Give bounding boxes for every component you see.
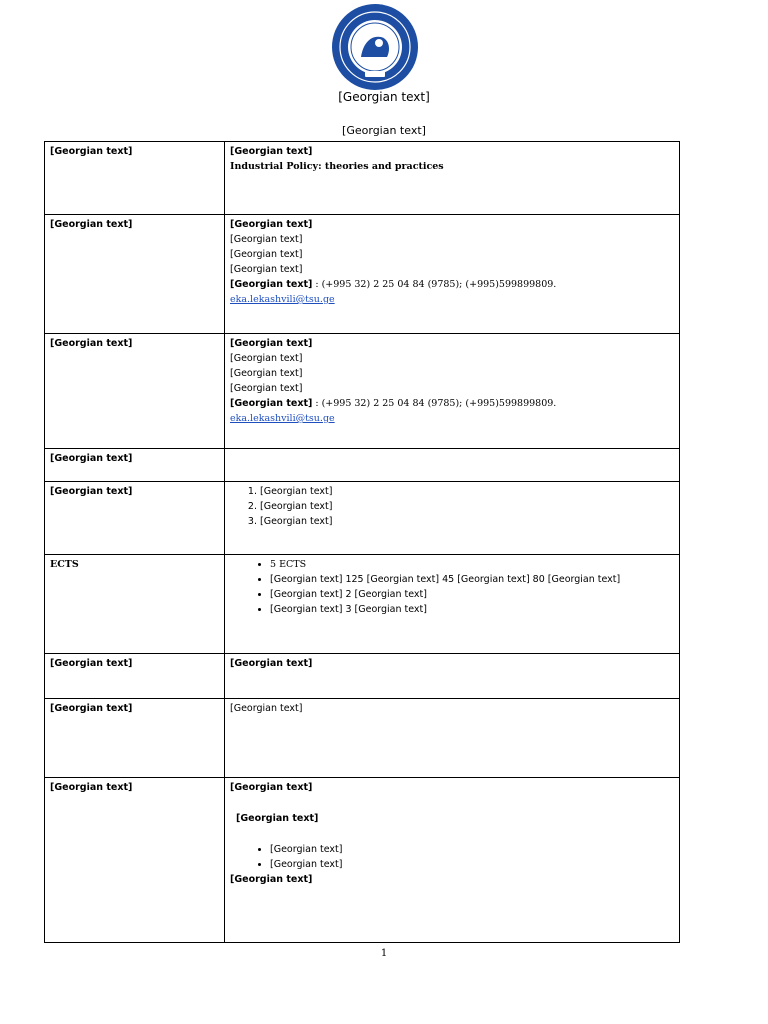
table-row-goals	[45, 699, 680, 778]
table-row-course-code	[45, 449, 680, 482]
syllabus-title: [Georgian text]	[342, 124, 426, 137]
list-item: • [Georgian text] 125 [Georgian text] 45 [Georgian text] 80 [Georgian text]	[270, 572, 674, 587]
lecturer-name: [Georgian text]	[230, 338, 313, 349]
lecturers-label: [Georgian text]	[45, 334, 225, 449]
prerequisites-label: [Georgian text]	[45, 654, 225, 699]
list-item: • [Georgian text] 3 [Georgian text]	[270, 602, 674, 617]
table-row-lecturers	[45, 334, 680, 449]
ects-value	[225, 555, 680, 654]
goals-label: [Georgian text]	[45, 699, 225, 778]
authors-value	[225, 215, 680, 334]
authors-label: [Georgian text]	[45, 215, 225, 334]
list-item: • [Georgian text] 2 [Georgian text]	[270, 587, 674, 602]
table-row-ects	[45, 555, 680, 654]
skills-heading: [Georgian text]	[230, 874, 313, 885]
author-degree: [Georgian text]	[230, 234, 303, 245]
learning-outcomes-label: [Georgian text]	[45, 778, 225, 943]
lecturer-email-link[interactable]: eka.lekashvili@tsu.ge	[230, 413, 335, 424]
list-item: • [Georgian text]	[270, 842, 674, 857]
contact-phones: : (+995 32) 2 25 04 84 (9785); (+995)599899809.	[312, 279, 557, 290]
table-row-course-name	[45, 142, 680, 215]
author-faculty: [Georgian text]	[230, 249, 303, 260]
course-title-en: Industrial Policy: theories and practices	[230, 161, 444, 172]
list-item: • [Georgian text]	[270, 857, 674, 872]
status-value	[225, 482, 680, 555]
knowledge-heading: [Georgian text]	[236, 813, 319, 824]
status-label: [Georgian text]	[45, 482, 225, 555]
table-row-prerequisites	[45, 654, 680, 699]
prerequisites-value: [Georgian text]	[225, 654, 680, 699]
course-code-value	[225, 449, 680, 482]
learning-outcomes-value	[225, 778, 680, 943]
list-item: • 5 ECTS	[270, 557, 674, 572]
goals-value: [Georgian text]	[225, 699, 680, 778]
lecturer-contact	[230, 396, 674, 411]
status-list	[230, 484, 674, 529]
list-item: 1. [Georgian text]	[260, 484, 674, 499]
knowledge-list	[230, 842, 674, 872]
table-row-status	[45, 482, 680, 555]
author-contact	[230, 277, 674, 292]
lecturer-department: [Georgian text]	[230, 383, 303, 394]
lecturer-degree: [Georgian text]	[230, 353, 303, 364]
contact-label: [Georgian text]	[230, 398, 313, 409]
contact-label: [Georgian text]	[230, 279, 313, 290]
author-email-link[interactable]: eka.lekashvili@tsu.ge	[230, 294, 335, 305]
university-seal-logo	[331, 3, 419, 91]
page-number: 1	[380, 948, 388, 959]
table-row-authors	[45, 215, 680, 334]
author-department: [Georgian text]	[230, 264, 303, 275]
lecturers-value	[225, 334, 680, 449]
table-row-learning-outcomes	[45, 778, 680, 943]
syllabus-table	[44, 141, 680, 943]
course-title-ka: [Georgian text]	[230, 146, 313, 157]
university-name: [Georgian text]	[338, 90, 430, 104]
list-item: 3. [Georgian text]	[260, 514, 674, 529]
author-name: [Georgian text]	[230, 219, 313, 230]
lecturer-faculty: [Georgian text]	[230, 368, 303, 379]
list-item: 2. [Georgian text]	[260, 499, 674, 514]
course-name-value	[225, 142, 680, 215]
course-name-label: [Georgian text]	[45, 142, 225, 215]
contact-phones: : (+995 32) 2 25 04 84 (9785); (+995)599899809.	[312, 398, 557, 409]
course-code-label: [Georgian text]	[45, 449, 225, 482]
outcomes-intro: [Georgian text]	[230, 782, 313, 793]
ects-list	[230, 557, 674, 617]
ects-label: ECTS	[45, 555, 225, 654]
